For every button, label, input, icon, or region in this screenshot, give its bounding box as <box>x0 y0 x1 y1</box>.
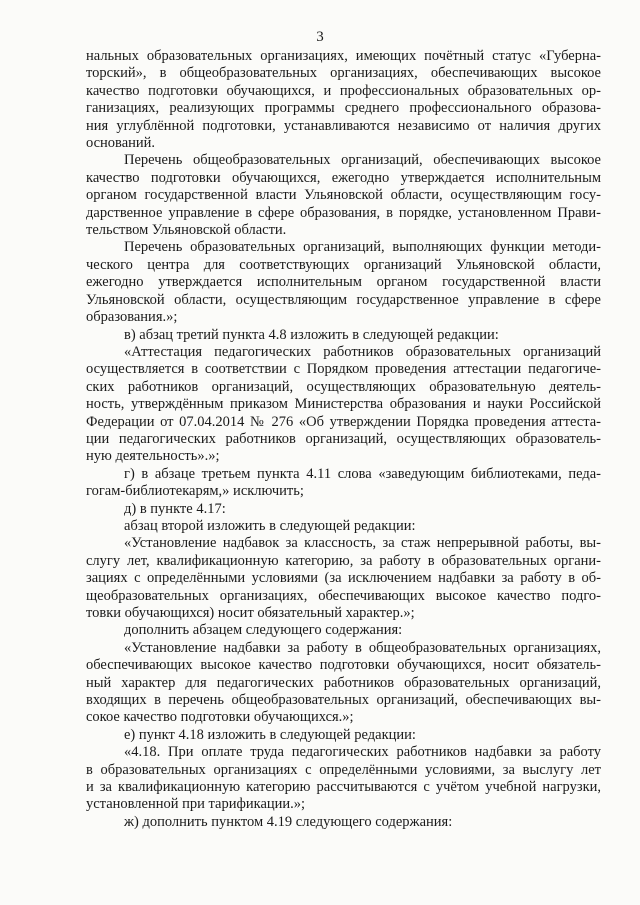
text-line: ских работников организаций, осуществляющих образовательную деятель- <box>86 378 601 395</box>
text-line: образования.»; <box>86 309 178 326</box>
text-line: ния углублённой подготовки, устанавливаются независимо от наличия других <box>86 117 601 134</box>
text-line: ческого центра для соответствующих организаций Ульяновской области, <box>86 256 601 273</box>
text-line: ж) дополнить пунктом 4.19 следующего содержания: <box>124 813 453 830</box>
text-line: входящих в перечень общеобразовательных организаций, обеспечивающих вы- <box>86 692 601 709</box>
text-line: гогам-библиотекарям,» исключить; <box>86 483 304 500</box>
text-line: е) пункт 4.18 изложить в следующей редакции: <box>124 726 416 743</box>
text-line: абзац второй изложить в следующей редакции: <box>124 517 416 534</box>
text-line: обеспечивающих высокое качество подготовки обучающихся, носит обязатель- <box>86 657 601 674</box>
text-line: органом государственной власти Ульяновской области, осуществляющим госу- <box>86 187 601 204</box>
text-line: дополнить абзацем следующего содержания: <box>124 622 403 639</box>
text-line: д) в пункте 4.17: <box>124 500 226 517</box>
text-line: сокое качество подготовки обучающихся.»; <box>86 709 354 726</box>
document-body <box>86 48 601 831</box>
text-line: тельством Ульяновской области. <box>86 222 287 239</box>
text-line: оснований. <box>86 135 156 152</box>
text-line: слугу лет, квалификационную категорию, за работу в образовательных органи- <box>86 552 601 569</box>
text-line: г) в абзаце третьем пункта 4.11 слова «заведующим библиотеками, педа- <box>124 465 601 482</box>
text-line: осуществляется в соответствии с Порядком проведения аттестации педагогиче- <box>86 361 601 378</box>
text-line: Ульяновской области, осуществляющим государственное управление в сфере <box>86 291 601 308</box>
text-line: товки обучающихся) носит обязательный характер.»; <box>86 605 415 621</box>
text-line: ции педагогических работников организаций, осуществляющих образователь- <box>86 430 601 447</box>
text-line: в образовательных организациях с определёнными условиями, за выслугу лет <box>86 761 601 778</box>
text-line: «4.18. При оплате труда педагогических работников надбавки за работу <box>124 744 601 761</box>
text-line: «Установление надбавки за работу в общеобразовательных организациях, <box>124 639 601 656</box>
text-line: Федерации от 07.04.2014 № 276 «Об утверждении Порядка проведения аттеста- <box>86 413 601 430</box>
text-line: «Аттестация педагогических работников образовательных организаций <box>124 343 601 360</box>
text-line: ежегодно утверждается исполнительным органом государственной власти <box>86 274 601 291</box>
text-line: и за квалификационную категорию рассчитываются с учётом учебной нагрузки, <box>86 779 601 796</box>
text-line: Перечень общеобразовательных организаций, обеспечивающих высокое <box>124 152 601 169</box>
text-line: дарственное управление в сфере образования, в порядке, установленном Прави- <box>86 204 601 221</box>
text-line: качество подготовки обучающихся, и профессиональных образовательных ор- <box>86 82 601 99</box>
text-line: ганизациях, реализующих программы среднего профессионального образова- <box>86 100 601 117</box>
text-line: торский», в общеобразовательных организациях, обеспечивающих высокое <box>86 65 601 82</box>
text-line: «Установление надбавок за классность, за стаж непрерывной работы, вы- <box>124 535 601 552</box>
text-line: в) абзац третий пункта 4.8 изложить в следующей редакции: <box>124 326 499 343</box>
text-line: ность, утверждённым приказом Министерства образования и науки Российской <box>86 396 601 413</box>
text-line: щеобразовательных организациях, обеспечивающих высокое качество подго- <box>86 587 601 604</box>
text-line: установленной при тарификации.»; <box>86 796 306 813</box>
text-line: зациях с определёнными условиями (за исключением надбавки за работу в об- <box>86 570 601 587</box>
text-line: Перечень образовательных организаций, выполняющих функции методи- <box>124 239 601 256</box>
text-line: нальных образовательных организациях, имеющих почётный статус «Губерна- <box>86 48 601 64</box>
text-line: качество подготовки обучающихся, ежегодно утверждается исполнительным <box>86 169 601 186</box>
text-line: ный характер для педагогических работников образовательных организаций, <box>86 674 601 691</box>
text-line: ную деятельность».»; <box>86 448 220 465</box>
page-number: 3 <box>316 29 324 45</box>
